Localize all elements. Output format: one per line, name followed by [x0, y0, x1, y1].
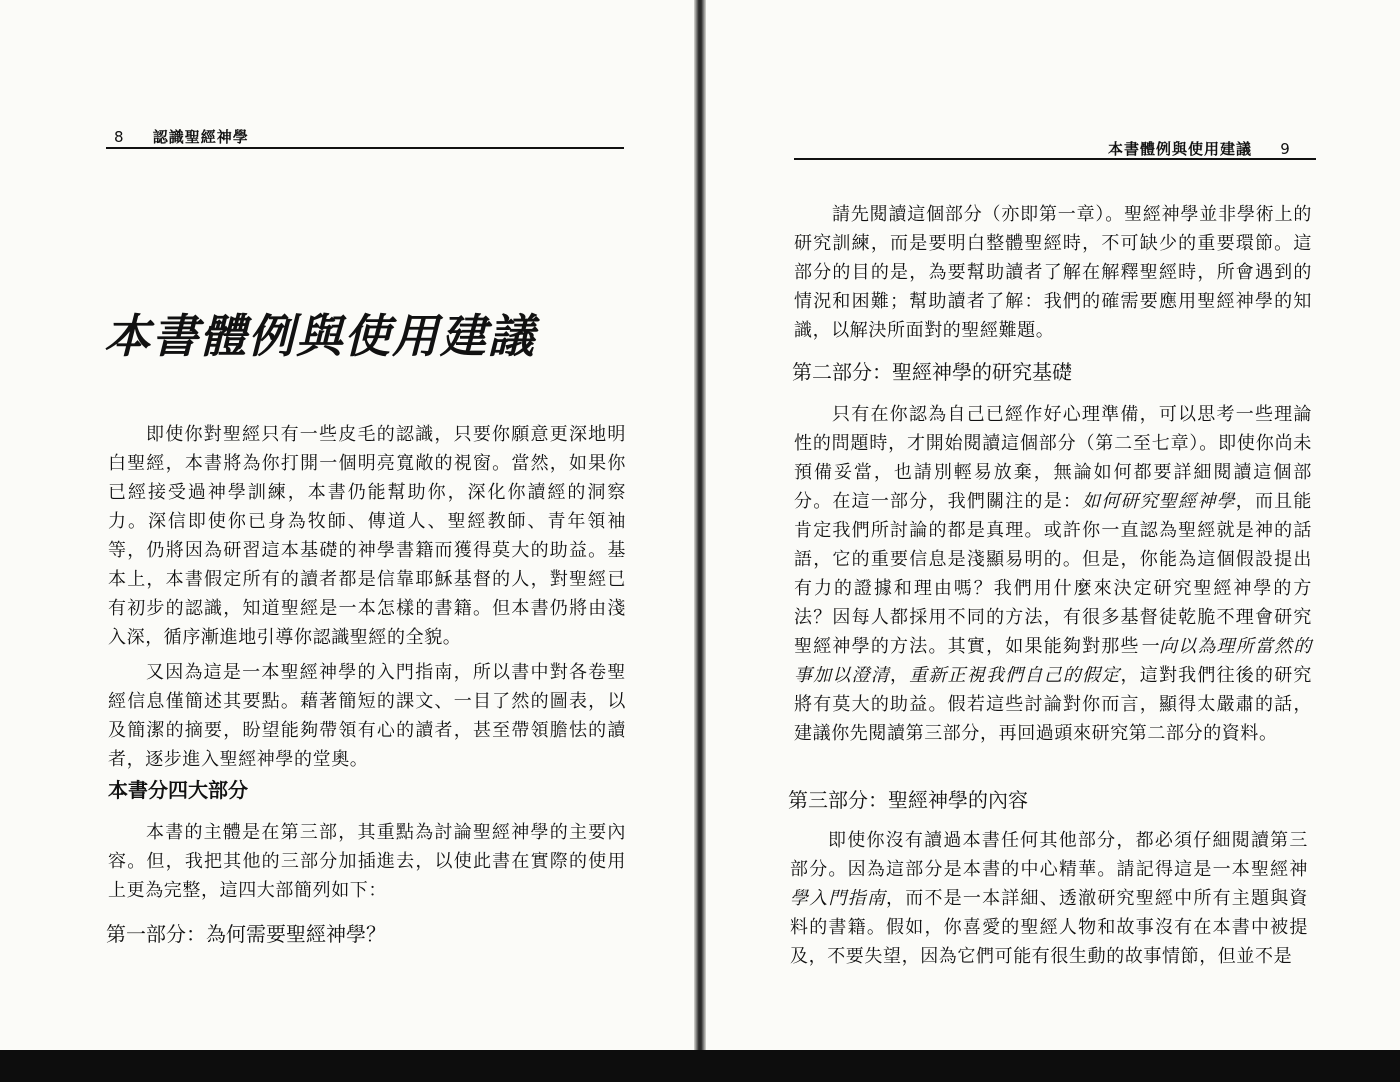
right-page: [704, 0, 1400, 1050]
right-page-number: 9: [1280, 140, 1291, 158]
part-two-heading: 第二部分：聖經神學的研究基礎: [792, 360, 1072, 384]
left-book-title: 認識聖經神學: [152, 128, 249, 146]
intro-paragraph-1: 即使你對聖經只有一些皮毛的認識，只要你願意更深地明白聖經，本書將為你打開一個明亮寬敞的視窗。當然，如果你已經接受過神學訓練，本書仍能幫助你，深化你讀經的洞察力。深信即使你已身為牧師、傳道人、聖經教師、青年領袖等，仍將因為研習這本基礎的神學書籍而獲得莫大的助益。基本上，本書假定所有的讀者都是信靠耶穌基督的人，對聖經已有初步的認識，知道聖經是一本怎樣的書籍。但本書仍將由淺入深，循序漸進地引導你認識聖經的全貌。: [108, 424, 626, 648]
part-three-text: [790, 826, 1308, 971]
chapter-title: 本書體例與使用建議: [104, 309, 536, 363]
part-three-emphasis: 學入門指南: [790, 888, 887, 909]
left-running-head: [114, 126, 249, 147]
left-header-rule: [106, 147, 624, 149]
part-two-emphasis-3: 重新正視我們自己的假定: [909, 665, 1121, 686]
part-three-heading: 第三部分：聖經神學的內容: [788, 788, 1028, 812]
part-one-paragraph: 請先閱讀這個部分（亦即第一章）。聖經神學並非學術上的研究訓練，而是要明白整體聖經時，不可缺少的重要環節。這部分的目的是，為要幫助讀者了解在解釋聖經時，所會遇到的情況和困難；幫助讀者了解：我們的確需要應用聖經神學的知識，以解決所面對的聖經難題。: [794, 204, 1312, 341]
part-two-text-2: ，而且能肯定我們所討論的都是真理。或許你一直認為聖經就是神的話語，它的重要信息是淺顯易明的。但是，你能為這個假設提出有力的證據和理由嗎？我們用什麼來決定研究聖經神學的方法？因每人都採用不同的方法，有很多基督徒乾脆不理會研究聖經神學的方法。其實，如果能夠對那些: [794, 491, 1312, 657]
part-two-text-4: ，這對我們往後的研究將有莫大的助益。假若這些討論對你而言，顯得太嚴肅的話，建議你先閱讀第三部分，再回過頭來研究第二部分的資料。: [794, 665, 1313, 744]
book-gutter: [694, 0, 706, 1050]
intro-paragraph-2: 又因為這是一本聖經神學的入門指南，所以書中對各卷聖經信息僅簡述其要點。藉著簡短的課文、一目了然的圖表，以及簡潔的摘要，盼望能夠帶領有心的讀者，甚至帶領膽怯的讀者，逐步進入聖經神學的堂奧。: [108, 662, 626, 770]
intro-text: [108, 420, 626, 774]
part-one-text: [794, 200, 1312, 345]
left-page-number: 8: [114, 128, 125, 146]
scan-bottom-edge: [0, 1050, 1400, 1082]
left-page: [0, 0, 696, 1050]
section-text: [108, 818, 626, 905]
part-two-emphasis-1: 如何研究聖經神學: [1082, 491, 1236, 512]
right-running-head: [1108, 138, 1291, 159]
part-three-text-2: ，而不是一本詳細、透澈研究聖經中所有主題與資料的書籍。假如，你喜愛的聖經人物和故事沒有在本書中被提及，不要失望，因為它們可能有很生動的故事情節，但並不是: [790, 888, 1309, 967]
section-paragraph: 本書的主體是在第三部，其重點為討論聖經神學的主要內容。但，我把其他的三部分加插進去，以使此書在實際的使用上更為完整，這四大部簡列如下：: [108, 822, 626, 901]
part-two-paragraph: [794, 400, 1312, 748]
section-heading: 本書分四大部分: [108, 778, 248, 802]
part-two-text: [794, 400, 1312, 748]
part-one-heading: 第一部分：為何需要聖經神學？: [106, 922, 386, 946]
right-chapter-title: 本書體例與使用建議: [1108, 140, 1253, 158]
part-two-text-3: ，: [890, 665, 910, 686]
right-header-rule: [794, 158, 1316, 160]
part-three-text-1: 即使你沒有讀過本書任何其他部分，都必須仔細閱讀第三部分。因為這部分是本書的中心精華。請記得這是一本聖經神: [790, 830, 1308, 880]
part-two-text-1: 只有在你認為自己已經作好心理準備，可以思考一些理論性的問題時，才開始閱讀這個部分（第二至七章）。即使你尚未預備妥當，也請別輕易放棄，無論如何都要詳細閱讀這個部分。在這一部分，我們關注的是：: [794, 404, 1312, 512]
part-two-emphasis-2: 一向以為理所當然的事加以澄清: [794, 636, 1312, 686]
part-three-paragraph: [790, 826, 1308, 971]
